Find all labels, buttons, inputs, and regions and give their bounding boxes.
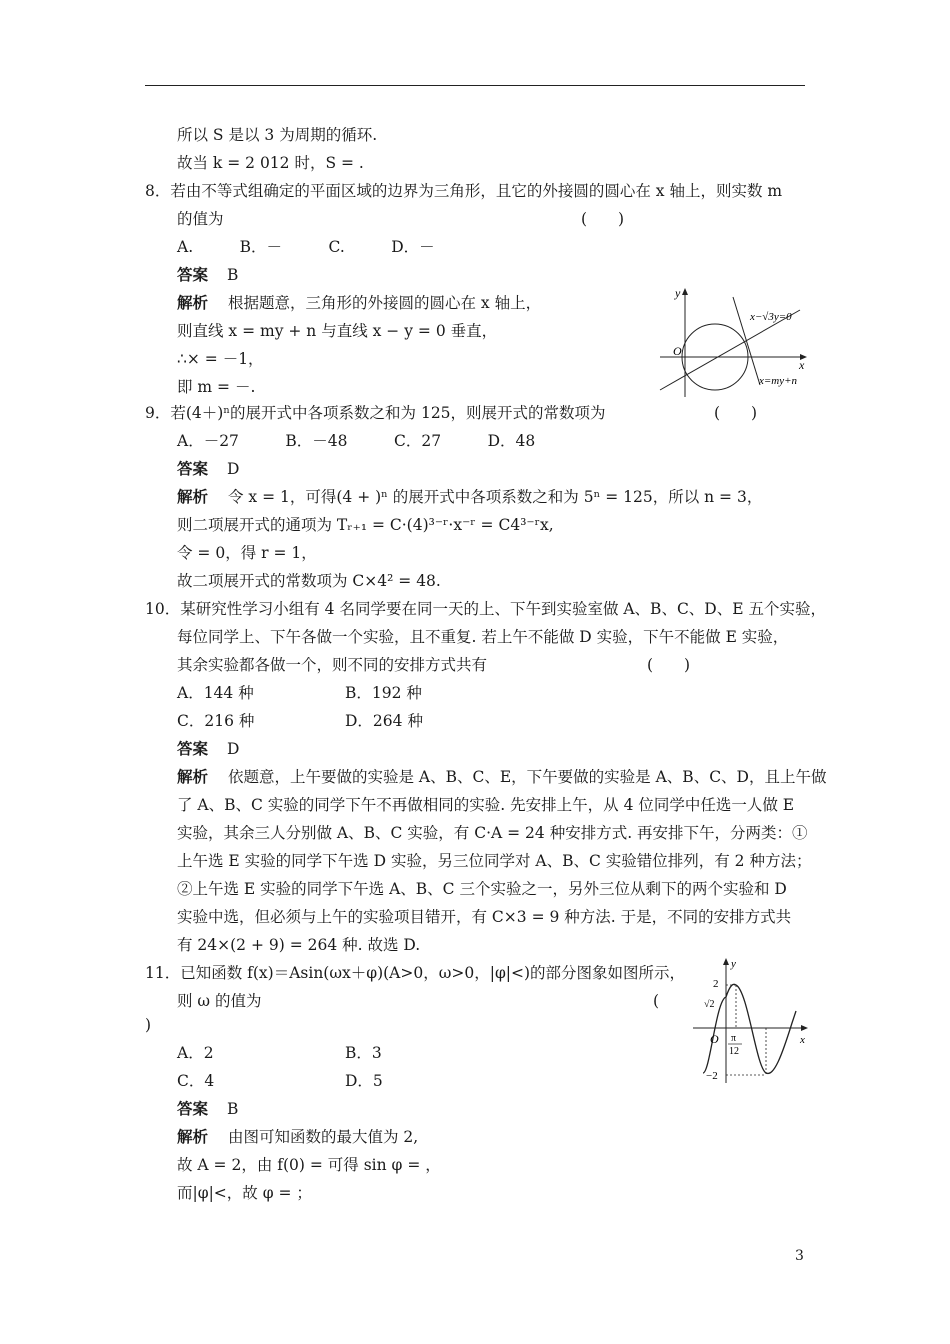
question-9-options: A．－27 B．－48 C．27 D．48 — [177, 432, 536, 450]
answer-value: B — [227, 1100, 239, 1118]
explanation-line: 则二项展开式的通项为 Tᵣ₊₁ = C·(4)³⁻ʳ·x⁻ʳ = C4³⁻ʳx, — [177, 516, 554, 534]
explanation-line: 令 = 0，得 r = 1， — [177, 544, 317, 562]
explanation-line: 则直线 x = my + n 与直线 x − y = 0 垂直， — [177, 322, 498, 340]
explanation-line: 故 A = 2，由 f(0) = 可得 sin φ = ， — [177, 1156, 441, 1174]
explanation-label: 解析 — [177, 767, 209, 786]
option-d: D．5 — [345, 1072, 383, 1090]
answer-value: D — [227, 740, 240, 758]
option-a: A．144 种 — [177, 684, 254, 702]
min-label: −2 — [706, 1070, 718, 1082]
answer-label: 答案 — [177, 1099, 209, 1118]
explanation-line: 故二项展开式的常数项为 C×4² = 48. — [177, 572, 441, 590]
answer-paren-close: ) — [145, 1016, 152, 1034]
option-c: C．4 — [177, 1072, 215, 1090]
explanation-line: ②上午选 E 实验的同学下午选 A、B、C 三个实验之一，另外三位从剩下的两个实验和 D — [177, 880, 787, 898]
x-label: x — [799, 358, 805, 372]
answer-value: D — [227, 460, 240, 478]
explanation-line: 令 x = 1，可得(4 + )ⁿ 的展开式中各项系数之和为 5ⁿ = 125，所以 n = 3， — [228, 488, 763, 506]
explanation-label: 解析 — [177, 293, 209, 312]
question-11-stem: 11．已知函数 f(x)＝Asin(ωx＋φ)(A>0，ω>0，|φ|<)的部分图象如图所示， — [145, 964, 686, 982]
option-d: D．264 种 — [345, 712, 423, 730]
answer-label: 答案 — [177, 265, 209, 284]
answer-label: 答案 — [177, 739, 209, 758]
page-number: 3 — [795, 1248, 804, 1264]
explanation-line: 实验中选，但必须与上午的实验项目错开，有 C×3 = 9 种方法. 于是，不同的安排方式共 — [177, 908, 792, 926]
explanation-line: 有 24×(2 + 9) = 264 种. 故选 D. — [177, 936, 421, 954]
answer-label: 答案 — [177, 459, 209, 478]
question-10-stem-cont: 每位同学上、下午各做一个实验，且不重复. 若上午不能做 D 实验，下午不能做 E 实验， — [177, 628, 789, 646]
question-8-stem: 8．若由不等式组确定的平面区域的边界为三角形，且它的外接圆的圆心在 x 轴上，则实数 m — [145, 182, 783, 200]
explanation-line: 上午选 E 实验的同学下午选 D 实验，另三位同学对 A、B、C 实验错位排列，有 2 种方法； — [177, 852, 812, 870]
answer-paren: ( ) — [581, 210, 625, 228]
option-b: B．3 — [345, 1044, 382, 1062]
figure-circle-lines — [655, 285, 815, 400]
option-c: C．216 种 — [177, 712, 255, 730]
answer-paren-open: ( — [653, 992, 660, 1010]
question-11-stem-cont: 则 ω 的值为 — [177, 992, 262, 1010]
sine-curve — [703, 984, 796, 1073]
option-a: A．2 — [177, 1044, 214, 1062]
explanation-line: 依题意，上午要做的实验是 A、B、C、E，下午要做的实验是 A、B、C、D，且上午做 — [228, 768, 827, 786]
question-10-stem: 10．某研究性学习小组有 4 名同学要在同一天的上、下午到实验室做 A、B、C、D、E 五个实验， — [145, 600, 826, 618]
question-10-stem-cont: 其余实验都各做一个，则不同的安排方式共有 — [177, 656, 488, 674]
header-rule — [145, 85, 805, 86]
x-axis-arrow — [801, 1025, 808, 1031]
explanation-label: 解析 — [177, 487, 209, 506]
origin-label: O — [673, 344, 682, 358]
figure-sine-graph — [688, 955, 813, 1085]
explanation-line: 根据题意，三角形的外接圆的圆心在 x 轴上， — [228, 294, 542, 312]
y-axis-arrow — [723, 958, 729, 965]
option-b: B．192 种 — [345, 684, 422, 702]
twelve-label: 12 — [729, 1046, 739, 1057]
max-label: 2 — [713, 978, 719, 990]
explanation-line: 而|φ|<，故 φ = ； — [177, 1184, 312, 1202]
explanation-label: 解析 — [177, 1127, 209, 1146]
sqrt2-label: √2 — [704, 999, 715, 1010]
question-8-stem-cont: 的值为 — [177, 210, 224, 228]
text-line: 所以 S 是以 3 为周期的循环. — [177, 126, 378, 144]
answer-paren: ( ) — [647, 656, 691, 674]
x-label: x — [800, 1034, 805, 1046]
question-9-stem: 9．若(4＋)ⁿ的展开式中各项系数之和为 125，则展开式的常数项为 — [145, 404, 606, 422]
explanation-line: ∴× = －1， — [177, 350, 264, 368]
question-8-options: A. B．－ C. D．－ — [177, 238, 435, 256]
y-label: y — [675, 286, 681, 300]
line2-label: x=my+n — [759, 375, 798, 387]
explanation-line: 由图可知函数的最大值为 2, — [228, 1128, 419, 1146]
pi-label: π — [731, 1033, 737, 1044]
y-axis-arrow — [682, 288, 688, 295]
explanation-line: 了 A、B、C 实验的同学下午不再做相同的实验. 先安排上午，从 4 位同学中任选一人做 E — [177, 796, 795, 814]
line1-label: x−√3y=0 — [750, 311, 792, 323]
explanation-line: 实验，其余三人分别做 A、B、C 实验，有 C·A = 24 种安排方式. 再安排下午，分两类：① — [177, 824, 808, 842]
y-label: y — [731, 958, 736, 970]
origin-label: O — [710, 1032, 719, 1046]
explanation-line: 即 m = －. — [177, 378, 256, 396]
answer-paren: ( ) — [714, 404, 758, 422]
text-line: 故当 k = 2 012 时，S = . — [177, 154, 364, 172]
answer-value: B — [227, 266, 239, 284]
